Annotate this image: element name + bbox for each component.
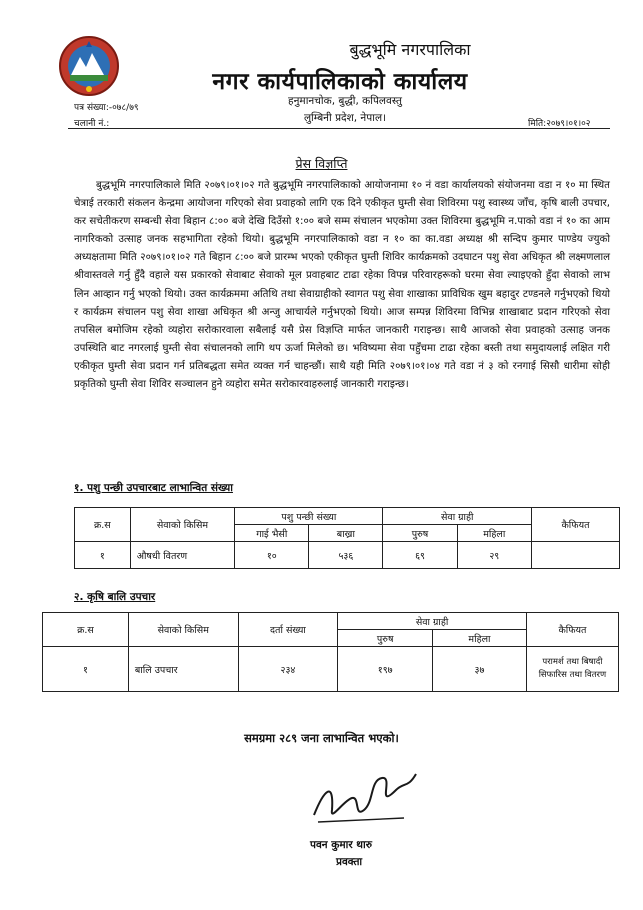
crop-table <box>42 612 619 692</box>
cell-male: १९७ <box>338 647 433 692</box>
press-heading-text: प्रेस विज्ञप्ति <box>295 156 348 171</box>
signatory-name: पवन कुमार थारु <box>310 839 373 851</box>
letter-date: मिति:२०७९।०१।०२ <box>528 119 591 129</box>
section-1-title-text: १. पशु पन्छी उपचारबाट लाभान्वित संख्या <box>74 482 233 494</box>
summary-text: समग्रमा २८९ जना लाभान्वित भएको। <box>244 731 399 745</box>
livestock-table <box>74 507 620 569</box>
cell-remarks: परामर्श तथा बिषादी सिफारिस तथा वितरण <box>526 647 618 692</box>
org-name: बुद्धभूमि नगरपालिका <box>349 40 471 59</box>
cell-female: २९ <box>457 542 532 569</box>
col-service: सेवाको किसिम <box>130 508 235 542</box>
letter-number: पत्र संख्या:-०७८/७९ <box>74 103 139 113</box>
cell-cattle: १० <box>235 542 309 569</box>
col-registered: दर्ता संख्या <box>238 613 338 647</box>
section-2-title-text: २. कृषि बालि उपचार <box>74 591 156 603</box>
signatory-role: प्रवक्ता <box>336 856 363 868</box>
col-male: पुरुष <box>383 525 457 542</box>
cell-service: औषधी वितरण <box>130 542 235 569</box>
table-row <box>43 647 619 692</box>
col-remarks: कैफियत <box>532 508 620 542</box>
col-remarks: कैफियत <box>526 613 618 647</box>
col-service: सेवाको किसिम <box>128 613 238 647</box>
office-title: नगर कार्यपालिकाको कार्यालय <box>212 69 468 95</box>
cell-female: ३७ <box>433 647 527 692</box>
cell-remarks <box>532 542 620 569</box>
cell-sn: १ <box>75 542 131 569</box>
signature-icon <box>304 760 424 832</box>
cell-service: बालि उपचार <box>128 647 238 692</box>
address-line-2: लुम्बिनी प्रदेश, नेपाल। <box>303 112 387 124</box>
cell-goat: ५३६ <box>309 542 383 569</box>
col-animals: पशु पन्छी संख्या <box>235 508 383 525</box>
section-2-title <box>74 590 155 604</box>
col-female: महिला <box>457 525 532 542</box>
cell-registered: २३४ <box>238 647 338 692</box>
dispatch-number: चलानी नं.: <box>74 119 110 129</box>
press-release-body: बुद्धभूमि नगरपालिकाले मिति २०७९।०१।०२ गते बुद्धभूमि नगरपालिकाको आयोजनामा १० नं वडा कार्यालयको संयोजनमा वडा न १० मा स्थित चेत्राई तरकारी संकलन केन्द्रमा आयोजना गरिएको सेवा प्रवाहको लागि एक दिने एकीकृत घुम्ती सेवा शिविरमा पशु स्वास्थ्य जाँच, कृषि बाली उपचार, कर सचेतीकरण सम्बन्धी सेवा बिहान ८:०० बजे देखि दिउँसो १:०० बजे सम्म संचालन भएकोमा उक्त शिविरमा बुद्धभूमि न.पाको वडा नं १० का आम नागरिकको उत्साह जनक सहभागिता रहेको थियो। बुद्धभूमि नगरपालिकाको वडा न १० का का.वडा अध्यक्ष श्री सन्दिप कुमार पाण्डेय ज्युको अध्यक्षतामा मिति २०७९।०१।०२ गते बिहान ८:०० बजे प्रारम्भ भएको एकीकृत घुम्ती शिविर कार्यक्रमको उदघाटन पशु सेवा अधिकृत श्री लक्ष्मणलाल श्रीवास्तवले गर्नु हुँदै वहाले यस प्रकारको सेवाबाट सेवाको मूल प्रवाहबाट टाढा रहेका विपन्न परिवारहरूको घरमा सेवा ल्याइएको हुँदा सेवाको लाभ लिन आव्हान गर्नु भएको थियो। उक्त कार्यक्रममा अतिथि तथा सेवाग्राहीको स्वागत पशु सेवा शाखाका प्राविधिक खुम बहादुर टण्डनले गर्नुभएको थियो र कार्यक्रम संचालन पशु सेवा शाखा अधिकृत श्री अन्जु आचार्यले गर्नुभएको थियो। आज सम्पन्न शिविरमा विभिन्न शाखाबाट प्रदान गरिएको सेवा तपसिल बमोजिम रहेको व्यहोरा सरोकारवाला सबैलाई यसै प्रेस विज्ञप्ति मार्फत जानकारी गराइन्छ। साथै आजको सेवा प्रवाहको उत्साह जनक उपस्थिति बाट नगरलाई घुम्ती सेवा संचालनको लागि थप ऊर्जा मिलेको छ। भविष्यमा सेवा पहुँचमा टाढा रहेका बस्ती तथा समुदायलाई लक्षित गरी एकीकृत घुम्ती सेवा प्रदान गर्न प्रतिबद्धता समेत व्यक्त गर्न चाहन्छौं। साथै यही मिति २०७९।०१।०४ गते वडा नं ३ को रनगाई सिसौ धारीमा सोही प्रकृतिको घुम्ती सेवा शिविर सञ्चालन हुने व्यहोरा समेत सरोकारवाहरुलाई जानकारी गराइन्छ। <box>74 180 610 391</box>
municipality-emblem-icon <box>58 35 120 97</box>
header-divider <box>68 128 610 129</box>
col-cattle: गाई भैसी <box>235 525 309 542</box>
col-female: महिला <box>433 630 527 647</box>
col-recipients: सेवा ग्राही <box>338 613 527 630</box>
table-row <box>75 542 620 569</box>
press-release-heading <box>0 155 643 172</box>
col-sn: क्र.स <box>43 613 129 647</box>
col-goat: बाख्रा <box>309 525 383 542</box>
address-line-1: हनुमानचोक, बुद्धी, कपिलवस्तु <box>288 95 402 107</box>
col-recipients: सेवा ग्राही <box>383 508 532 525</box>
col-male: पुरुष <box>338 630 433 647</box>
col-sn: क्र.स <box>75 508 131 542</box>
section-1-title <box>74 481 233 495</box>
cell-sn: १ <box>43 647 129 692</box>
cell-male: ६९ <box>383 542 457 569</box>
